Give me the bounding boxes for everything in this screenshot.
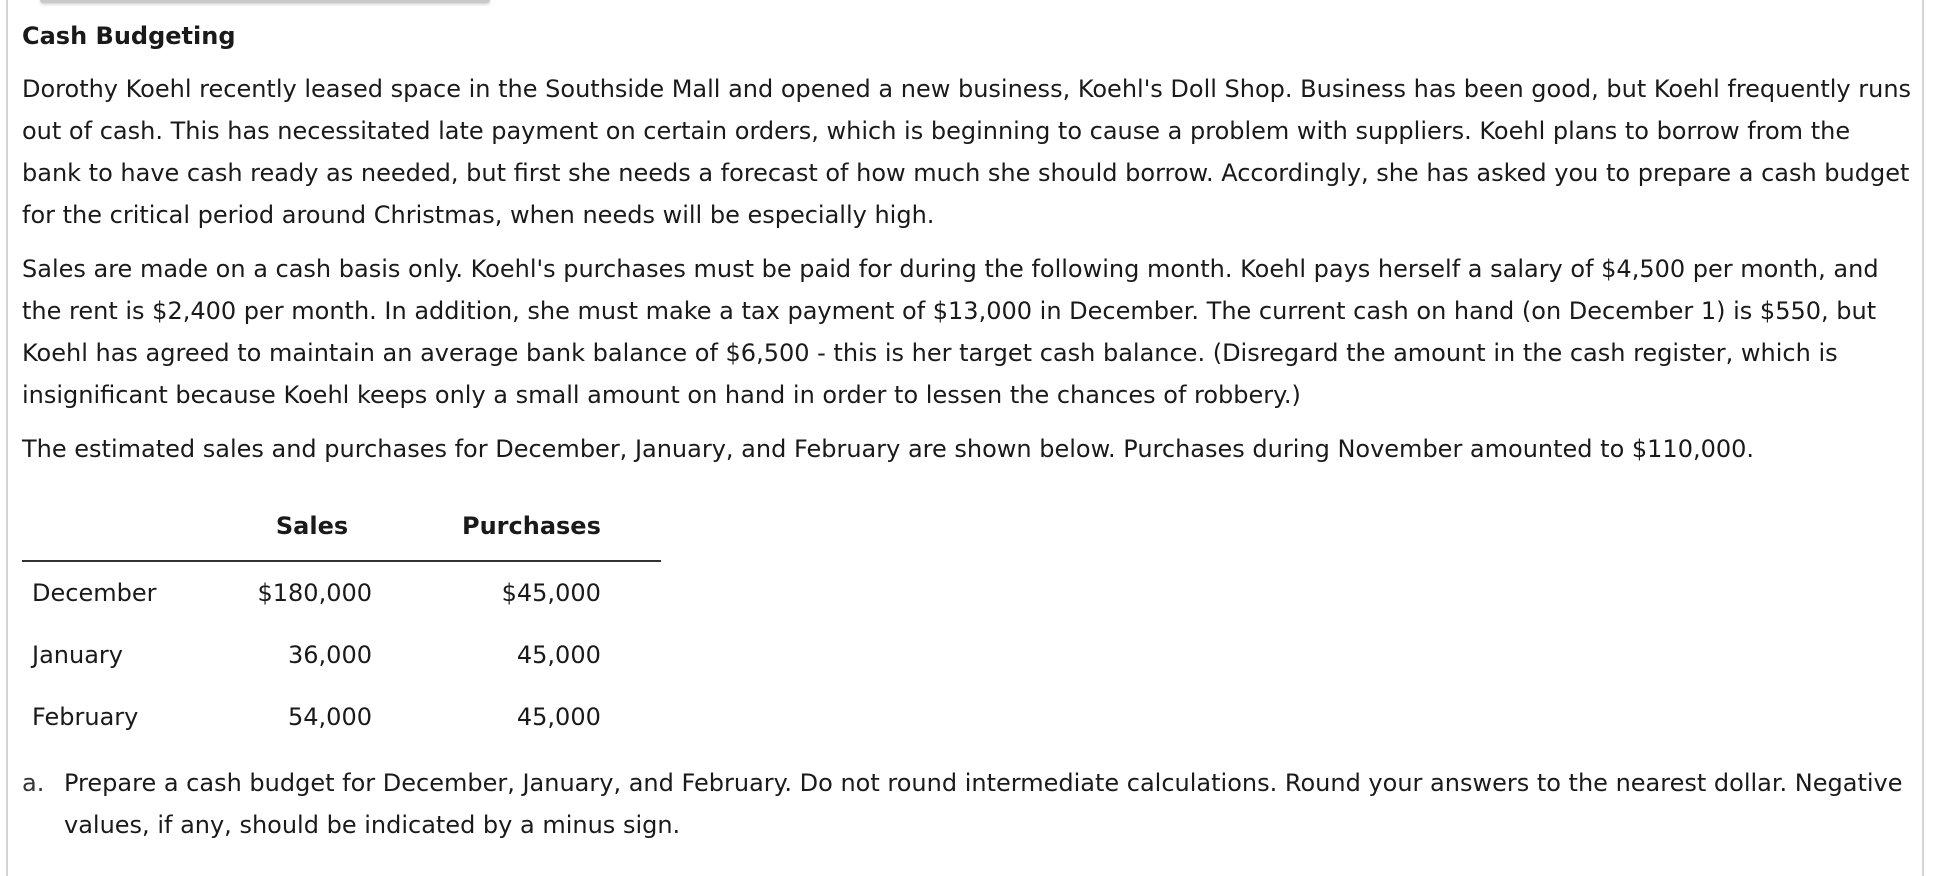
sales-cell: 36,000 bbox=[288, 641, 372, 669]
details-paragraph: Sales are made on a cash basis only. Koehl's purchases must be paid for during the following month. Koehl pays herself a salary of $4,500 per month, and the rent is $2,400 per month. In addition, she must make a tax payment of $13,000 in December. The current cash on hand (on December 1) is $550, but Koehl has agreed to maintain an average bank balance of $6,500 - this is her target cash balance. (Disregard the amount in the cash register, which is insignificant because Koehl keeps only a small amount on hand in order to lessen the chances of robbery.) bbox=[22, 255, 1879, 409]
purchases-cell: $45,000 bbox=[501, 579, 601, 607]
table-row bbox=[22, 561, 661, 624]
header-sales: Sales bbox=[252, 512, 372, 561]
header-gap bbox=[372, 512, 462, 561]
table-header-row bbox=[22, 512, 661, 561]
header-blank bbox=[22, 512, 252, 561]
sales-cell: 54,000 bbox=[288, 703, 372, 731]
table-row bbox=[22, 624, 661, 686]
top-tab-edge bbox=[40, 0, 490, 3]
sales-purchases-table bbox=[22, 512, 661, 748]
header-purchases: Purchases bbox=[462, 512, 601, 561]
question-marker: a. bbox=[22, 769, 45, 797]
question-text: Prepare a cash budget for December, January, and February. Do not round intermediate calculations. Round your answers to the nearest dollar. Negative values, if any, should be indicated by a minus sign. bbox=[64, 769, 1903, 839]
problem-title: Cash Budgeting bbox=[22, 22, 236, 50]
intro-paragraph: Dorothy Koehl recently leased space in the Southside Mall and opened a new business, Koehl's Doll Shop. Business has been good, but Koehl frequently runs out of cash. This has necessitated late payment on certain orders, which is beginning to cause a problem with suppliers. Koehl plans to borrow from the bank to have cash ready as needed, but first she needs a forecast of how much she should borrow. Accordingly, she has asked you to prepare a cash budget for the critical period around Christmas, when needs will be especially high. bbox=[22, 75, 1912, 229]
table-row bbox=[22, 686, 661, 748]
question-a bbox=[22, 762, 1912, 846]
month-cell: December bbox=[32, 579, 157, 607]
month-cell: February bbox=[32, 703, 139, 731]
month-cell: January bbox=[32, 641, 123, 669]
header-end bbox=[601, 512, 661, 561]
problem-content bbox=[22, 18, 1912, 846]
purchases-cell: 45,000 bbox=[516, 703, 601, 731]
purchases-cell: 45,000 bbox=[516, 641, 601, 669]
sales-cell: $180,000 bbox=[257, 579, 372, 607]
estimates-paragraph: The estimated sales and purchases for December, January, and February are shown below. Purchases during November amounted to $110,000. bbox=[22, 435, 1755, 463]
